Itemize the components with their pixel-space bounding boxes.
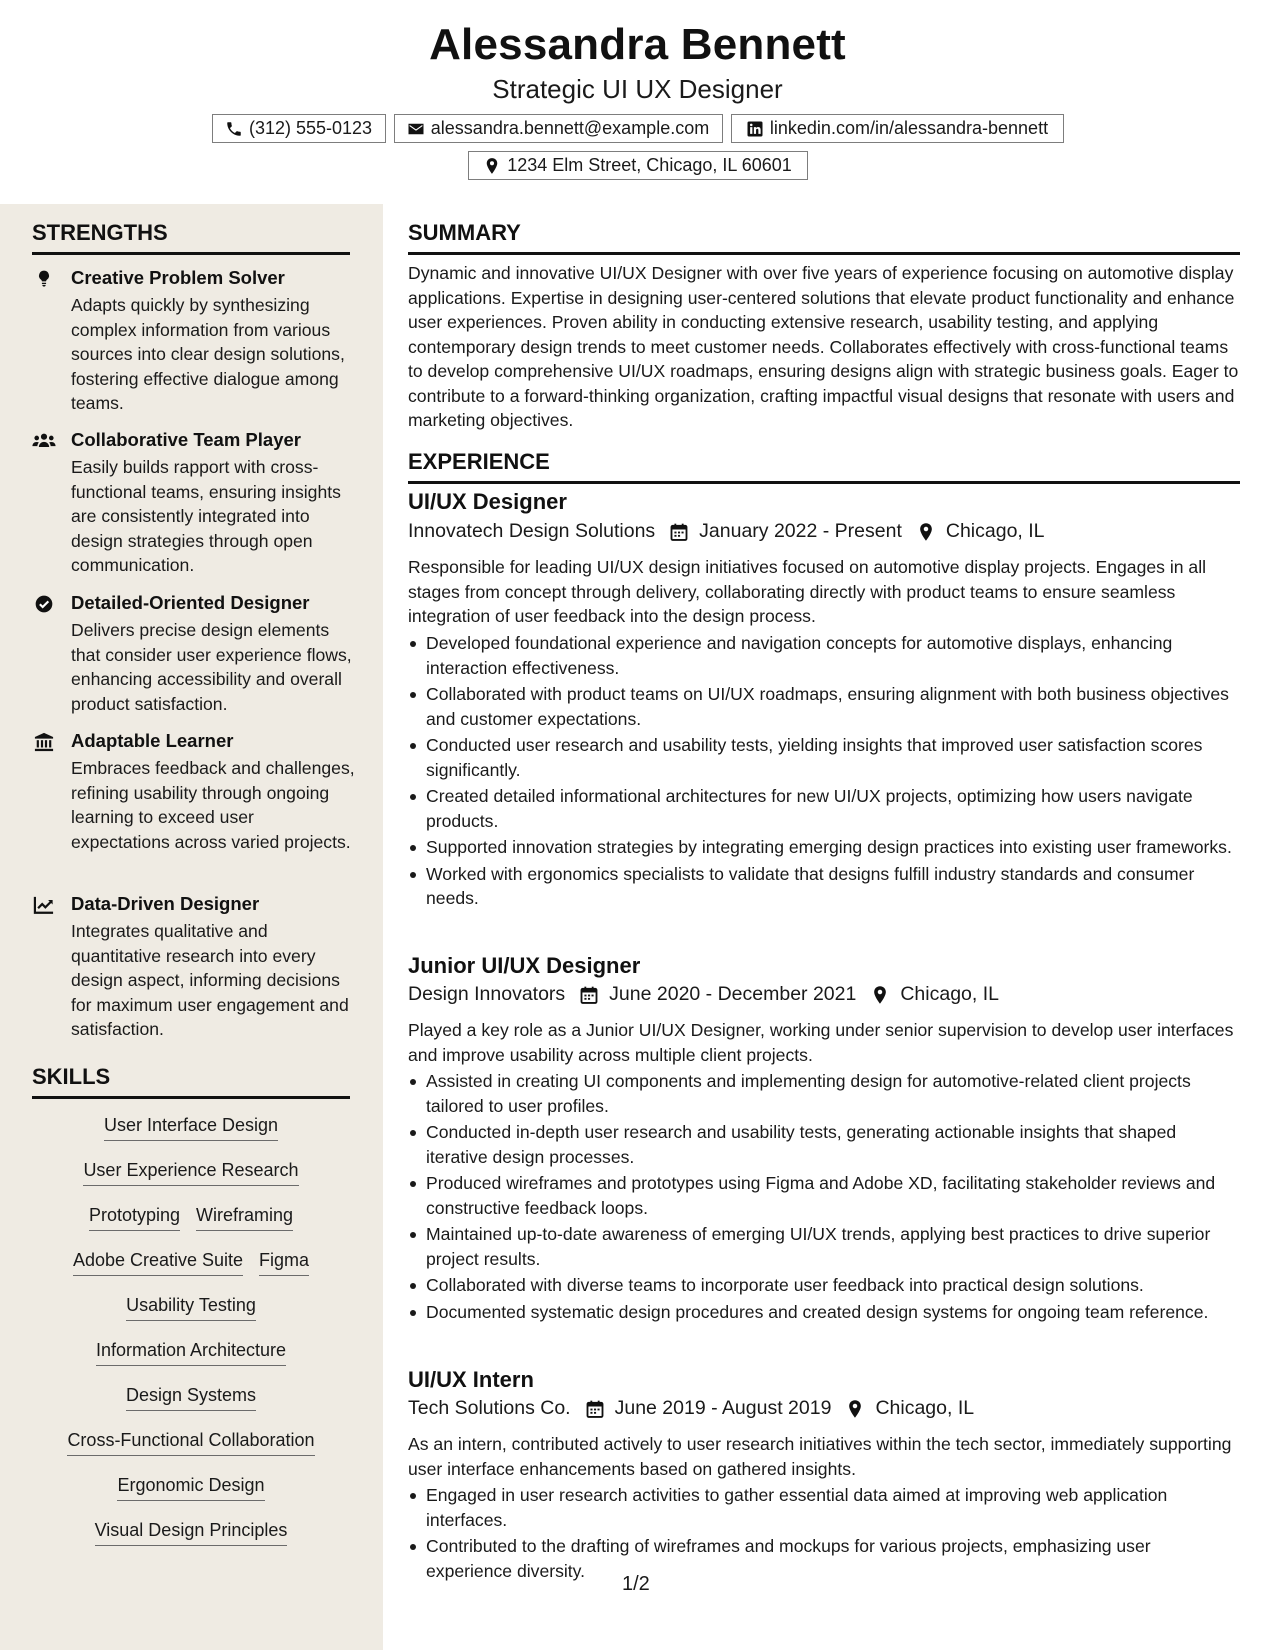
bullet-item: Worked with ergonomics specialists to validate that designs fulfill industry standards and consumer needs. (408, 862, 1240, 911)
job-company: Design Innovators (408, 983, 566, 1005)
skill-tag: Usability Testing (126, 1295, 256, 1321)
strength-desc: Easily builds rapport with cross-functional teams, ensuring insights are consistently integrated into design strategies through open communication. (71, 457, 341, 575)
bullet-item: Produced wireframes and prototypes using Figma and Adobe XD, facilitating stakeholder reviews and constructive feedback loops. (408, 1171, 1240, 1220)
page-number: 1/2 (622, 1573, 650, 1595)
email-text: alessandra.bennett@example.com (430, 118, 710, 138)
job-location: Chicago, IL (900, 983, 999, 1005)
skills-list (32, 1115, 350, 1565)
job-dates: June 2020 - December 2021 (609, 983, 857, 1005)
experience-heading: EXPERIENCE (408, 449, 1240, 484)
summary-heading: SUMMARY (408, 220, 1240, 255)
summary-text: Dynamic and innovative UI/UX Designer with over five years of experience focusing on automotive display applications. Expertise in designing user-centered solutions that elevate product functionality and enhance user experiences. Proven ability in conducting extensive research, usability testing, and applying contemporary design trends to meet customer needs. Collaborates effectively with cross-functional teams to develop comprehensive UI/UX roadmaps, ensuring designs align with strategic business goals. Eager to contribute to a forward-thinking organization, crafting impactful visual designs that resonate with users and marketing objectives. (408, 263, 1239, 430)
strength-title: Data-Driven Designer (71, 893, 260, 914)
strength-desc: Delivers precise design elements that consider user experience flows, enhancing accessibility and overall product satisfaction. (71, 620, 352, 714)
candidate-name: Alessandra Bennett (429, 20, 846, 69)
job-meta (408, 520, 1045, 543)
skill-tag: Wireframing (196, 1205, 293, 1231)
map-pin-icon (845, 1399, 865, 1419)
calendar-icon (579, 985, 599, 1005)
linkedin-text: linkedin.com/in/alessandra-bennett (769, 118, 1049, 138)
phone-text: (312) 555-0123 (248, 118, 373, 138)
job-bullets (408, 1069, 1240, 1326)
email-contact[interactable] (394, 114, 723, 143)
job-bullets (408, 1483, 1240, 1585)
job-title: UI/UX Designer (408, 489, 567, 514)
skill-tag: Adobe Creative Suite (73, 1250, 243, 1276)
lightbulb-icon (32, 269, 56, 289)
strengths-heading: STRENGTHS (32, 220, 350, 255)
bullet-item: Conducted user research and usability tests, yielding insights that improved user satisfaction scores significantly. (408, 733, 1240, 782)
job-dates: June 2019 - August 2019 (614, 1397, 832, 1419)
strength-title: Creative Problem Solver (71, 267, 285, 288)
job-meta (408, 1397, 974, 1420)
job-title: UI/UX Intern (408, 1367, 534, 1392)
skill-tag: Prototyping (89, 1205, 180, 1231)
resume-header (0, 0, 1275, 204)
candidate-title: Strategic UI UX Designer (492, 74, 783, 104)
map-pin-icon (870, 985, 890, 1005)
job-meta (408, 983, 999, 1006)
skill-row (32, 1430, 350, 1475)
job-dates: January 2022 - Present (699, 520, 902, 542)
phone-contact[interactable] (212, 114, 386, 143)
phone-icon (225, 120, 243, 138)
job-company: Innovatech Design Solutions (408, 520, 656, 542)
skill-tag: User Experience Research (83, 1160, 298, 1186)
bullet-item: Conducted in-depth user research and usability tests, generating actionable insights that shaped iterative design processes. (408, 1120, 1240, 1169)
job-description: As an intern, contributed actively to user research initiatives within the tech sector, immediately supporting user interface enhancements based on gathered insights. (408, 1434, 1232, 1479)
strength-desc: Adapts quickly by synthesizing complex information from various sources into clear design solutions, fostering effective dialogue among teams. (71, 295, 345, 413)
address-row (0, 151, 1275, 180)
job-description: Responsible for leading UI/UX design initiatives focused on automotive display projects. Engages in all stages from concept through delivery, collaborating directly with product teams to ensure seamless integration of user feedback into the design process. (408, 557, 1207, 626)
address-contact[interactable] (468, 151, 808, 180)
skill-row (32, 1250, 350, 1295)
bullet-item: Created detailed informational architectures for new UI/UX projects, optimizing how users navigate products. (408, 784, 1240, 833)
job-description: Played a key role as a Junior UI/UX Designer, working under senior supervision to develop user interfaces and improve usability across multiple client projects. (408, 1020, 1234, 1065)
envelope-icon (407, 120, 425, 138)
job-bullets (408, 631, 1240, 913)
calendar-icon (669, 522, 689, 542)
job-company: Tech Solutions Co. (408, 1397, 571, 1419)
address-text: 1234 Elm Street, Chicago, IL 60601 (507, 155, 792, 175)
strength-desc: Integrates qualitative and quantitative research into every design aspect, informing decisions for maximum user engagement and satisfaction. (71, 921, 349, 1039)
skill-tag: Information Architecture (96, 1340, 286, 1366)
skill-row (32, 1115, 350, 1160)
skill-row (32, 1385, 350, 1430)
skill-tag: Figma (259, 1250, 309, 1276)
skill-row (32, 1475, 350, 1520)
linkedin-icon (746, 120, 764, 138)
skill-row (32, 1295, 350, 1340)
bullet-item: Collaborated with diverse teams to incorporate user feedback into practical design solutions. (408, 1273, 1240, 1298)
check-circle-icon (32, 594, 56, 614)
job-location: Chicago, IL (875, 1397, 975, 1419)
skill-row (32, 1340, 350, 1385)
strength-title: Detailed-Oriented Designer (71, 592, 310, 613)
skill-tag: Cross-Functional Collaboration (67, 1430, 314, 1456)
chart-line-icon (32, 895, 56, 915)
bullet-item: Engaged in user research activities to gather essential data aimed at improving web application interfaces. (408, 1483, 1240, 1532)
skill-row (32, 1205, 350, 1250)
institution-icon (32, 732, 56, 752)
linkedin-contact[interactable] (731, 114, 1064, 143)
map-pin-icon (483, 157, 501, 175)
skill-row (32, 1520, 350, 1565)
job-title: Junior UI/UX Designer (408, 953, 641, 978)
skill-row (32, 1160, 350, 1205)
sidebar (0, 204, 383, 1650)
bullet-item: Supported innovation strategies by integrating emerging design practices into existing user frameworks. (408, 835, 1240, 860)
contact-row (0, 114, 1275, 143)
bullet-item: Assisted in creating UI components and implementing design for automotive-related client projects tailored to user profiles. (408, 1069, 1240, 1118)
strength-desc: Embraces feedback and challenges, refining usability through ongoing learning to exceed user expectations across varied projects. (71, 758, 355, 852)
skills-heading: SKILLS (32, 1064, 350, 1099)
skill-tag: User Interface Design (104, 1115, 278, 1141)
skill-tag: Ergonomic Design (117, 1475, 264, 1501)
bullet-item: Contributed to the drafting of wireframes and mockups for various projects, emphasizing user experience diversity. (408, 1534, 1240, 1583)
bullet-item: Developed foundational experience and navigation concepts for automotive displays, enhancing interaction effectiveness. (408, 631, 1240, 680)
bullet-item: Collaborated with product teams on UI/UX roadmaps, ensuring alignment with both business objectives and customer expectations. (408, 682, 1240, 731)
calendar-icon (585, 1399, 605, 1419)
users-icon (32, 431, 56, 451)
job-location: Chicago, IL (945, 520, 1045, 542)
strength-title: Adaptable Learner (71, 730, 234, 751)
bullet-item: Maintained up-to-date awareness of emerging UI/UX trends, applying best practices to drive superior project results. (408, 1222, 1240, 1271)
strength-title: Collaborative Team Player (71, 429, 301, 450)
skill-tag: Design Systems (126, 1385, 256, 1411)
bullet-item: Documented systematic design procedures and created design systems for ongoing team reference. (408, 1300, 1240, 1325)
map-pin-icon (916, 522, 936, 542)
skill-tag: Visual Design Principles (95, 1520, 288, 1546)
